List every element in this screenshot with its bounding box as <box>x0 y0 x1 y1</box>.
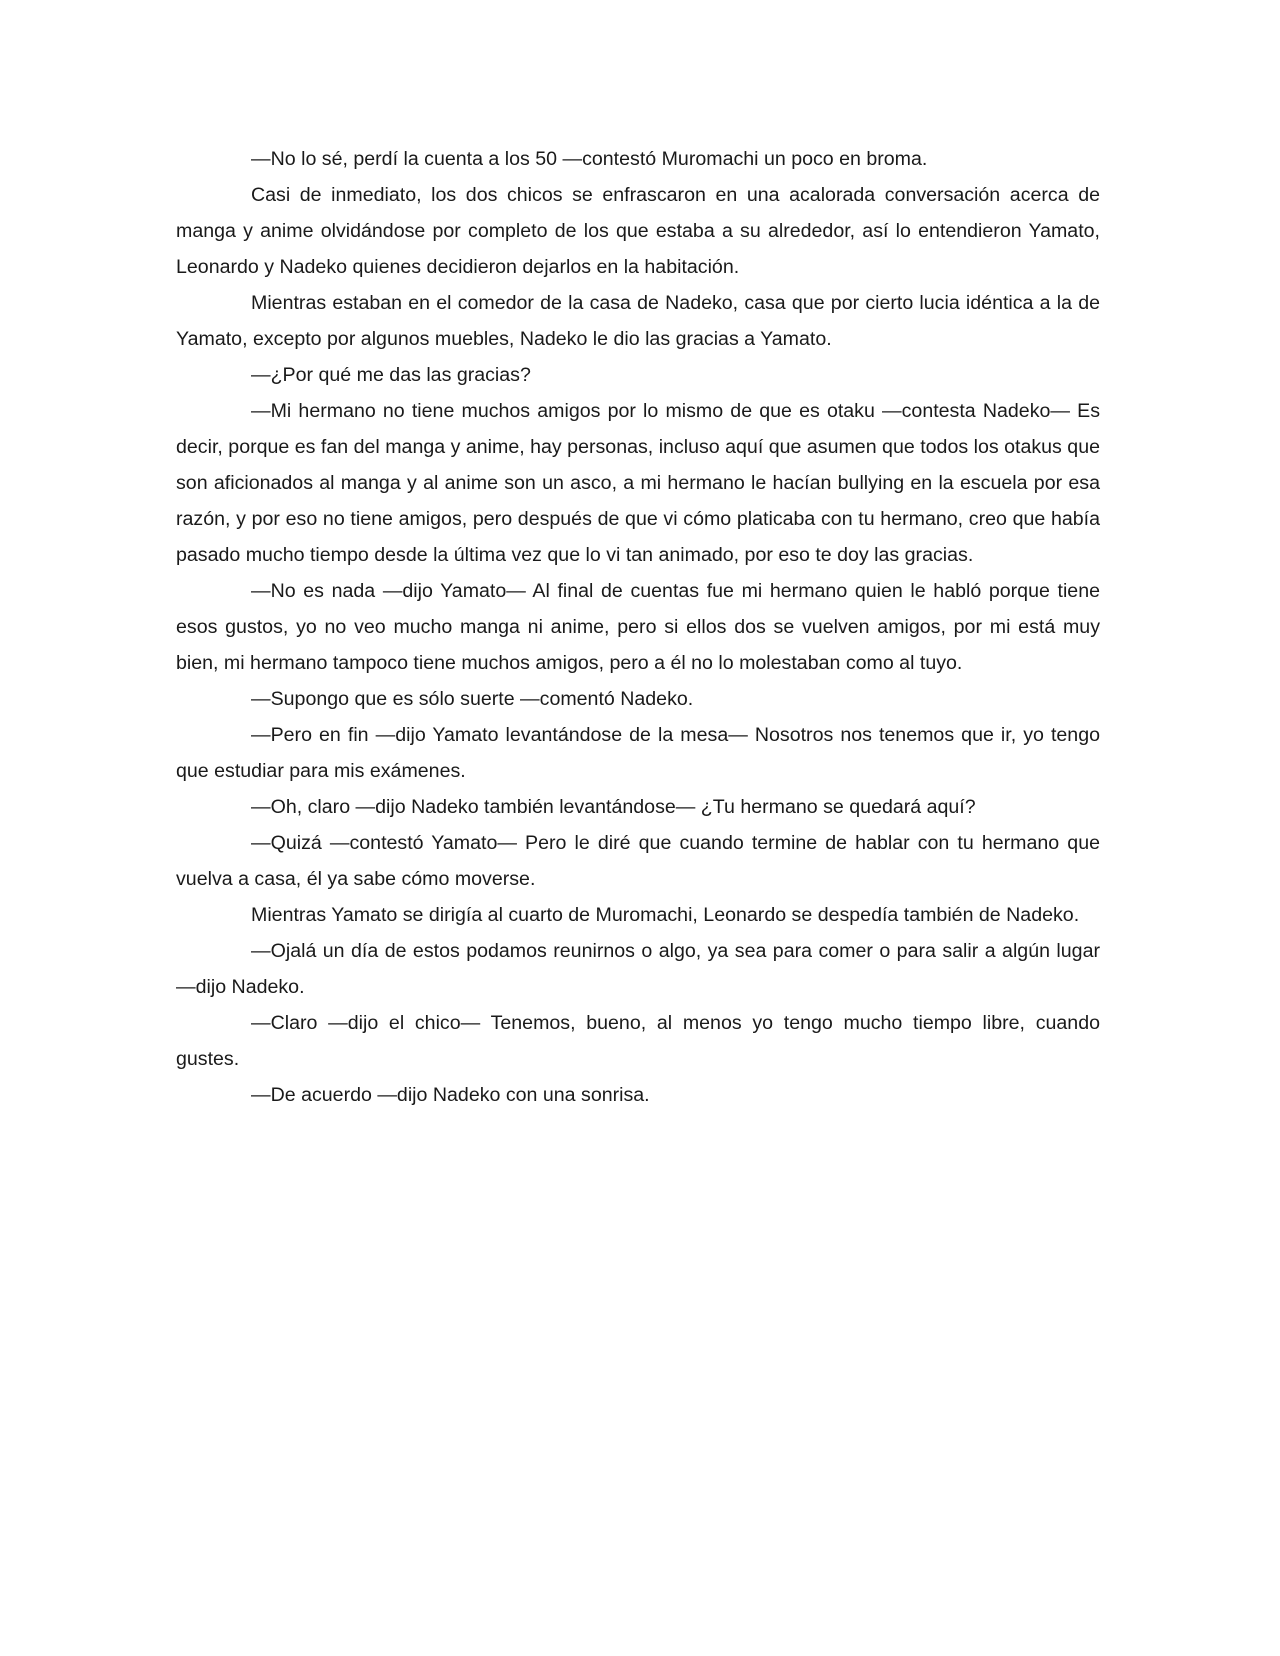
paragraph: —¿Por qué me das las gracias? <box>251 364 531 386</box>
paragraph: —Claro —dijo el chico— Tenemos, bueno, al menos yo tengo mucho tiempo libre, cuando gustes. <box>176 1012 1100 1070</box>
paragraph: Mientras estaban en el comedor de la casa de Nadeko, casa que por cierto lucia idéntica a la de Yamato, excepto por algunos muebles, Nadeko le dio las gracias a Yamato. <box>176 292 1100 350</box>
paragraph: —Supongo que es sólo suerte —comentó Nadeko. <box>251 688 694 710</box>
paragraph: —Ojalá un día de estos podamos reunirnos o algo, ya sea para comer o para salir a algún lugar —dijo Nadeko. <box>176 940 1100 998</box>
paragraph: —No lo sé, perdí la cuenta a los 50 —contestó Muromachi un poco en broma. <box>251 148 928 170</box>
paragraph: —No es nada —dijo Yamato— Al final de cuentas fue mi hermano quien le habló porque tiene esos gustos, yo no veo mucho manga ni anime, pero si ellos dos se vuelven amigos, por mi está muy bien, mi hermano tampoco tiene muchos amigos, pero a él no lo molestaban como al tuyo. <box>176 580 1100 674</box>
document-body <box>176 141 1100 1113</box>
paragraph: —Mi hermano no tiene muchos amigos por lo mismo de que es otaku —contesta Nadeko— Es decir, porque es fan del manga y anime, hay personas, incluso aquí que asumen que todos los otakus que son aficionados al manga y al anime son un asco, a mi hermano le hacían bullying en la escuela por esa razón, y por eso no tiene amigos, pero después de que vi cómo platicaba con tu hermano, creo que había pasado mucho tiempo desde la última vez que lo vi tan animado, por eso te doy las gracias. <box>176 400 1100 566</box>
paragraph: Casi de inmediato, los dos chicos se enfrascaron en una acalorada conversación acerca de manga y anime olvidándose por completo de los que estaba a su alrededor, así lo entendieron Yamato, Leonardo y Nadeko quienes decidieron dejarlos en la habitación. <box>176 184 1100 278</box>
paragraph: Mientras Yamato se dirigía al cuarto de Muromachi, Leonardo se despedía también de Nadeko. <box>251 904 1080 926</box>
paragraph: —De acuerdo —dijo Nadeko con una sonrisa. <box>251 1084 650 1106</box>
paragraph: —Oh, claro —dijo Nadeko también levantándose— ¿Tu hermano se quedará aquí? <box>251 796 976 818</box>
paragraph: —Quizá —contestó Yamato— Pero le diré que cuando termine de hablar con tu hermano que vuelva a casa, él ya sabe cómo moverse. <box>176 832 1100 890</box>
paragraph: —Pero en fin —dijo Yamato levantándose de la mesa— Nosotros nos tenemos que ir, yo tengo que estudiar para mis exámenes. <box>176 724 1100 782</box>
